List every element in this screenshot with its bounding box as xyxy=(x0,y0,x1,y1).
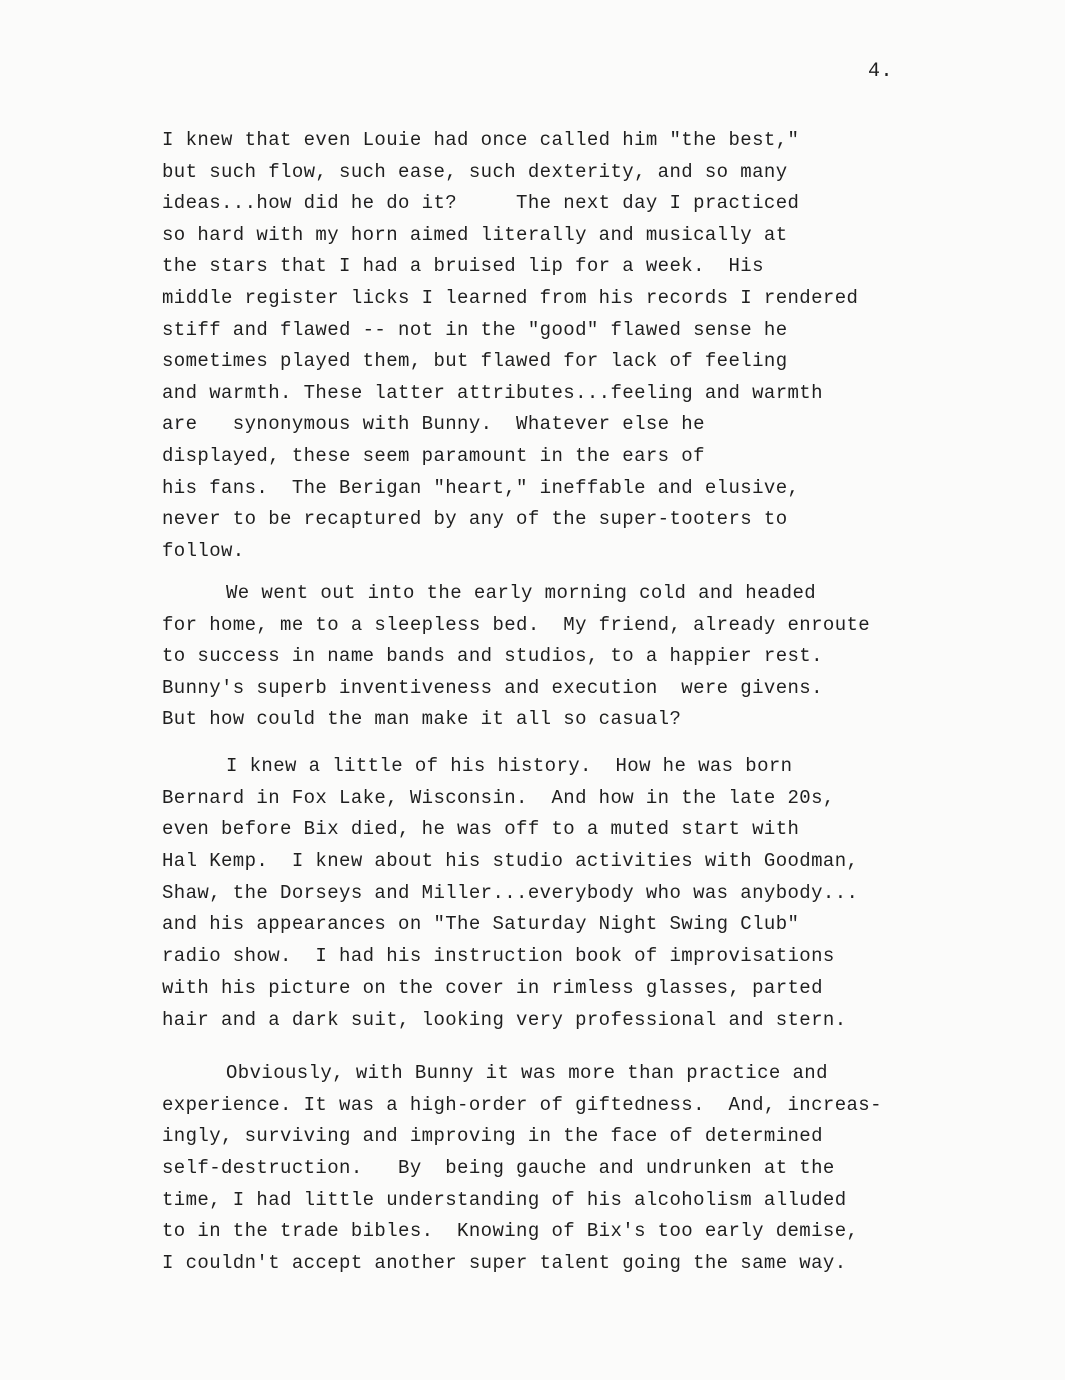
text-line: sometimes played them, but flawed for lack of feeling xyxy=(162,350,788,373)
text-line: I couldn't accept another super talent going the same way. xyxy=(162,1252,847,1275)
paragraph-1 xyxy=(162,125,858,567)
text-line: to success in name bands and studios, to a happier rest. xyxy=(162,645,823,668)
text-line: are synonymous with Bunny. Whatever else he xyxy=(162,413,705,436)
text-line: never to be recaptured by any of the super-tooters to xyxy=(162,508,788,531)
text-line: the stars that I had a bruised lip for a week. His xyxy=(162,255,764,278)
text-line: Bunny's superb inventiveness and execution were givens. xyxy=(162,676,823,699)
text-line: radio show. I had his instruction book of improvisations xyxy=(162,945,835,968)
text-line: his fans. The Berigan "heart," ineffable and elusive, xyxy=(162,476,800,499)
paragraph-3 xyxy=(162,751,858,1036)
text-line: Shaw, the Dorseys and Miller...everybody who was anybody... xyxy=(162,881,859,904)
page-number: 4. xyxy=(868,60,894,83)
text-line: hair and a dark suit, looking very professional and stern. xyxy=(162,1008,847,1031)
text-line: ingly, surviving and improving in the face of determined xyxy=(162,1125,823,1148)
text-line: But how could the man make it all so casual? xyxy=(162,708,682,731)
text-line: middle register licks I learned from his records I rendered xyxy=(162,286,859,309)
paragraph-2 xyxy=(162,578,870,736)
text-line: with his picture on the cover in rimless glasses, parted xyxy=(162,976,823,999)
text-line: I knew a little of his history. How he was born xyxy=(226,755,793,777)
text-line: ideas...how did he do it? The next day I practiced xyxy=(162,192,800,215)
text-line: experience. It was a high-order of giftedness. And, increas- xyxy=(162,1093,882,1116)
paragraph-4 xyxy=(162,1058,882,1280)
text-line: Bernard in Fox Lake, Wisconsin. And how in the late 20s, xyxy=(162,786,835,809)
text-line: self-destruction. By being gauche and undrunken at the xyxy=(162,1157,835,1180)
text-line: Hal Kemp. I knew about his studio activities with Goodman, xyxy=(162,850,859,873)
text-line: so hard with my horn aimed literally and musically at xyxy=(162,223,788,246)
text-line: but such flow, such ease, such dexterity, and so many xyxy=(162,160,788,183)
text-line: time, I had little understanding of his alcoholism alluded xyxy=(162,1188,847,1211)
text-line: stiff and flawed -- not in the "good" flawed sense he xyxy=(162,318,788,341)
text-line: to in the trade bibles. Knowing of Bix's too early demise, xyxy=(162,1220,859,1243)
text-line: and his appearances on "The Saturday Night Swing Club" xyxy=(162,913,800,936)
text-line: and warmth. These latter attributes...feeling and warmth xyxy=(162,381,823,404)
text-line: Obviously, with Bunny it was more than practice and xyxy=(226,1062,828,1084)
text-line: displayed, these seem paramount in the ears of xyxy=(162,444,705,467)
text-line: follow. xyxy=(162,539,245,562)
text-line: I knew that even Louie had once called him "the best," xyxy=(162,129,800,151)
text-line: even before Bix died, he was off to a muted start with xyxy=(162,818,800,841)
text-line: We went out into the early morning cold and headed xyxy=(226,582,817,604)
text-line: for home, me to a sleepless bed. My friend, already enroute xyxy=(162,613,871,636)
